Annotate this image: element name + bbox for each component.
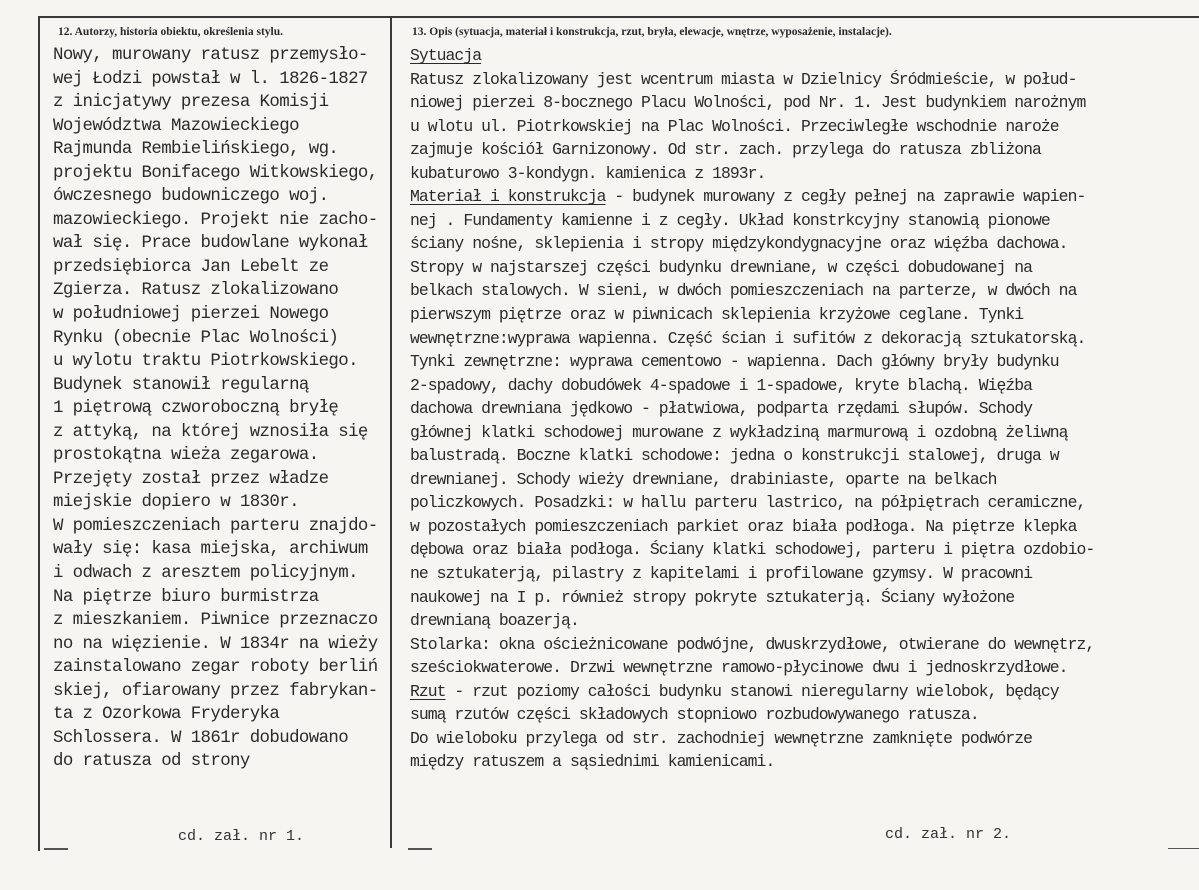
description-text: Do wieloboku przylega od str. zachodniej wewnętrzne zamknięte podwórze [410, 728, 1033, 748]
description-text: nej . Fundamenty kamienne i z cegły. Układ konstrkcyjny stanowią pionowe [410, 210, 1050, 230]
description-text: balustradą. Boczne klatki schodowe: jedna o konstrukcji stalowej, druga w [410, 446, 1059, 466]
description-text-line [410, 374, 1195, 398]
history-text-line: u wylotu traktu Piotrkowskiego. [53, 352, 358, 372]
description-text: Ratusz zlokalizowany jest wcentrum miasta w Dzielnicy Śródmieście, w połud- [410, 69, 1077, 89]
history-text-column [53, 44, 388, 774]
history-text-line: z inicjatywy prezesa Komisji [53, 93, 329, 113]
description-text: głównej klatki schodowej murowane z wykładziną marmurową i ozdobną żeliwną [410, 422, 1068, 442]
description-text: sześciokwaterowe. Drzwi wewnętrzne ramowo-płycinowe dwu i jednoskrzydłowe. [410, 658, 1068, 678]
description-text-line [410, 185, 1195, 209]
description-text-line [410, 562, 1195, 586]
history-text-line: ówczesnego budowniczego woj. [53, 187, 329, 207]
history-text-line: no na więzienie. W 1834r na wieży [53, 634, 378, 654]
history-text-line: Rynku (obecnie Plac Wolności) [53, 328, 339, 348]
section-12-header: 12. Autorzy, historia obiektu, określenia stylu. [58, 26, 284, 38]
history-text-line: zainstalowano zegar roboty berliń [53, 658, 378, 678]
history-text-line: z mieszkaniem. Piwnice przeznaczo [53, 611, 378, 631]
description-text-line [410, 444, 1195, 468]
history-text-line: Województwa Mazowieckiego [53, 116, 299, 136]
description-text-line [410, 750, 1195, 774]
description-text-line [410, 91, 1195, 115]
description-text: drewnianą boazerją. [410, 611, 579, 631]
footer-dash-left [44, 848, 68, 850]
history-text-line: Zgierza. Ratusz zlokalizowano [53, 281, 339, 301]
description-text-line [410, 656, 1195, 680]
description-text: kubaturowo 3-kondygn. kamienica z 1893r. [410, 163, 766, 183]
history-text-line: do ratusza od strony [53, 752, 250, 772]
description-text-line [410, 609, 1195, 633]
history-text-line: miejskie dopiero w 1830r. [53, 493, 299, 513]
description-text: Stolarka: okna ościeżnicowane podwójne, dwuskrzydłowe, otwierane do wewnętrz, [410, 634, 1095, 654]
description-text: ściany nośne, sklepienia i stropy międzykondygnacyjne oraz więźba dachowa. [410, 234, 1068, 254]
history-text-line: Przejęty został przez władze [53, 469, 329, 489]
column-divider [390, 16, 392, 848]
description-text: pierwszym piętrze oraz w piwnicach sklepienia krzyżowe ceglane. Tynki [410, 305, 1024, 325]
description-text: sumą rzutów części składowych stopniowo rozbudowywanego ratusza. [410, 705, 979, 725]
description-text: - rzut poziomy całości budynku stanowi nieregularny wielobok, będący [445, 681, 1059, 701]
description-text-line [410, 586, 1195, 610]
history-text-line: z attyką, na której wznosiła się [53, 422, 368, 442]
history-text-line: i odwach z aresztem policyjnym. [53, 564, 358, 584]
section-heading: Sytuacja [410, 46, 482, 65]
footer-dash-right [408, 848, 432, 850]
description-text: u wlotu ul. Piotrkowskiej na Plac Wolności. Przeciwległe wschodnie naroże [410, 116, 1059, 136]
description-text-line [410, 633, 1195, 657]
description-text-line [410, 515, 1195, 539]
left-rule [38, 16, 40, 851]
description-text: Stropy w najstarszej części budynku drewniane, w części dobudowanej na [410, 257, 1033, 277]
history-text-line: wały się: kasa miejska, archiwum [53, 540, 368, 560]
description-text: policzkowych. Posadzki: w hallu parteru lastrico, na półpiętrach ceramiczne, [410, 493, 1086, 513]
history-text-line: przedsiębiorca Jan Lebelt ze [53, 257, 329, 277]
description-text: - budynek murowany z cegły pełnej na zaprawie wapien- [605, 187, 1086, 207]
description-text: dębowa oraz biała podłoga. Ściany klatki schodowej, parteru i piętra ozdobio- [410, 540, 1095, 560]
history-text-line: projektu Bonifacego Witkowskiego, [53, 163, 378, 183]
history-text-line: skiej, ofiarowany przez fabrykan- [53, 681, 378, 701]
continuation-note-right: cd. zał. nr 2. [885, 826, 1012, 843]
history-text-line: W pomieszczeniach parteru znajdo- [53, 516, 378, 536]
section-heading: Materiał i konstrukcja [410, 187, 606, 207]
page-edge-mark [1168, 848, 1199, 849]
description-text-line [410, 279, 1195, 303]
description-text-column [410, 44, 1195, 774]
top-rule [38, 16, 1199, 18]
description-text: wewnętrzne:wyprawa wapienna. Część ścian i sufitów z dekoracją sztukatorską. [410, 328, 1086, 348]
description-text: w pozostałych pomieszczeniach parkiet oraz biała podłoga. Na piętrze klepka [410, 516, 1077, 536]
description-text: zajmuje kościół Garnizonowy. Od str. zach. przylega do ratusza zbliżona [410, 140, 1041, 160]
description-text-line [410, 468, 1195, 492]
description-text: między ratuszem a sąsiednimi kamienicami. [410, 752, 775, 772]
history-text-line: mazowieckiego. Projekt nie zacho- [53, 210, 378, 230]
description-text-line [410, 115, 1195, 139]
history-text-line: Schlossera. W 1861r dobudowano [53, 728, 349, 748]
history-text-line: wej Łodzi powstał w l. 1826-1827 [53, 69, 368, 89]
history-text-line: wał się. Prace budowlane wykonał [53, 234, 368, 254]
description-text: belkach stalowych. W sieni, w dwóch pomieszczeniach na parterze, w dwóch na [410, 281, 1077, 301]
description-text-line [410, 491, 1195, 515]
description-text-line [410, 303, 1195, 327]
history-text-line: 1 piętrową czworoboczną bryłę [53, 399, 339, 419]
description-text-line [410, 232, 1195, 256]
description-text-line [410, 209, 1195, 233]
history-text-line: prostokątna wieża zegarowa. [53, 446, 319, 466]
history-text-line: Rajmunda Rembielińskiego, wg. [53, 140, 339, 160]
description-text-line [410, 44, 1195, 68]
description-text-line [410, 680, 1195, 704]
description-text-line [410, 138, 1195, 162]
continuation-note-left: cd. zał. nr 1. [178, 828, 305, 845]
description-text: 2-spadowy, dachy dobudówek 4-spadowe i 1-spadowe, kryte blachą. Więźba [410, 375, 1033, 395]
section-heading: Rzut [410, 681, 446, 701]
section-13-header: 13. Opis (sytuacja, materiał i konstrukcja, rzut, bryła, elewacje, wnętrze, wyposażenie, instalacje). [412, 26, 892, 38]
description-text-line [410, 397, 1195, 421]
description-text-line [410, 538, 1195, 562]
history-text-line: Na piętrze biuro burmistrza [53, 587, 319, 607]
description-text-line [410, 327, 1195, 351]
description-text-line [410, 703, 1195, 727]
history-text-line: w południowej pierzei Nowego [53, 305, 329, 325]
history-text-line: Nowy, murowany ratusz przemysło- [53, 46, 368, 65]
history-text-line: ta z Ozorkowa Fryderyka [53, 705, 280, 725]
description-text-line [410, 256, 1195, 280]
description-text-line [410, 162, 1195, 186]
description-text: ne sztukaterją, pilastry z kapitelami i profilowane gzymsy. W pracowni [410, 564, 1033, 584]
description-text: niowej pierzei 8-bocznego Placu Wolności, pod Nr. 1. Jest budynkiem narożnym [410, 93, 1086, 113]
description-text: naukowej na I p. również stropy pokryte sztukaterją. Ściany wyłożone [410, 587, 1015, 607]
description-text-line [410, 421, 1195, 445]
description-text-line [410, 68, 1195, 92]
description-text-line [410, 727, 1195, 751]
description-text-line [410, 350, 1195, 374]
description-text: drewnianej. Schody wieży drewniane, drabiniaste, oparte na belkach [410, 469, 997, 489]
description-text: dachowa drewniana jędkowo - płatwiowa, podparta rzędami słupów. Schody [410, 399, 1033, 419]
history-text-line: Budynek stanowił regularną [53, 375, 309, 395]
description-text: Tynki zewnętrzne: wyprawa cementowo - wapienna. Dach główny bryły budynku [410, 352, 1059, 372]
